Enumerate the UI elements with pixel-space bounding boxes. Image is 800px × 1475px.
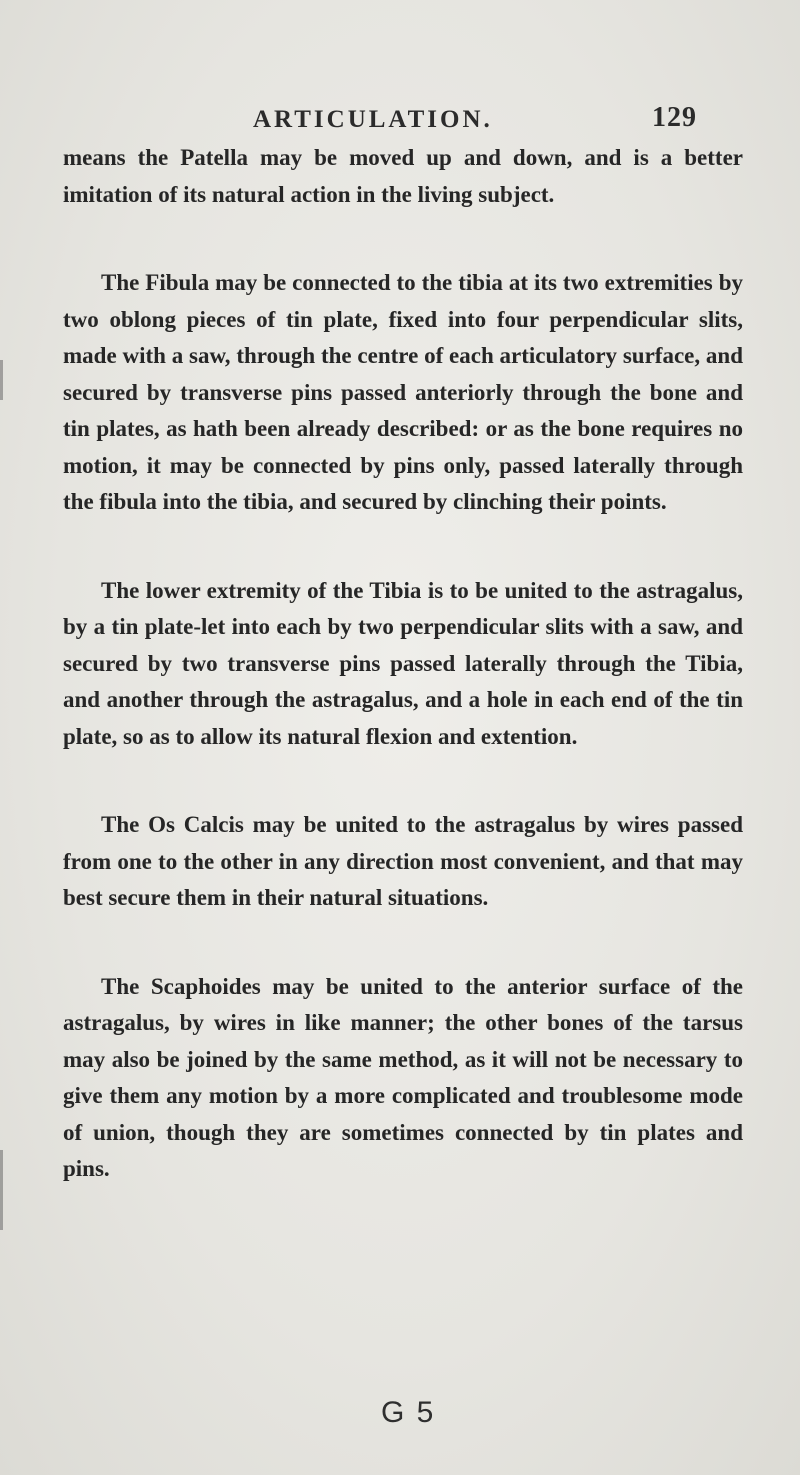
running-title: ARTICULATION. bbox=[253, 106, 493, 133]
page-edge-shadow bbox=[0, 360, 3, 400]
paragraph-continuation: means the Patella may be moved up and down, and is a better imitation of its natural action in the living subject. bbox=[63, 145, 743, 207]
running-head bbox=[0, 100, 800, 140]
body-text bbox=[63, 140, 743, 1240]
page-number: 129 bbox=[652, 102, 697, 133]
paragraph-fibula: The Fibula may be connected to the tibia at its two extremities by two oblong pieces of tin plate, fixed into four perpendicular slits, made with a saw, through the centre of each articulatory surface, and secured by transverse pins passed anteriorly through the bone and tin plates, as hath been already described: or as the bone requires no motion, it may be connected by pins only, passed laterally through the fibula into the tibia, and secured by clinching their points. bbox=[63, 270, 743, 514]
paragraph-os-calcis: The Os Calcis may be united to the astragalus by wires passed from one to the other in any direction most convenient, and that may best secure them in their natural situations. bbox=[63, 812, 743, 910]
page-edge-shadow bbox=[0, 1150, 3, 1230]
signature-mark: G 5 bbox=[381, 1396, 436, 1429]
paragraph-tibia: The lower extremity of the Tibia is to be united to the astragalus, by a tin plate-let into each by two perpendicular slits with a saw, and secured by two transverse pins passed laterally through the Tibia, and another through the astragalus, and a hole in each end of the tin plate, so as to allow its natural flexion and extention. bbox=[63, 577, 743, 749]
paragraph-scaphoides: The Scaphoides may be united to the anterior surface of the astragalus, by wires in like manner; the other bones of the tarsus may also be joined by the same method, as it will not be necessary to give them any motion by a more complicated and troublesome mode of union, though they are sometimes connected by tin plates and pins. bbox=[63, 973, 743, 1181]
